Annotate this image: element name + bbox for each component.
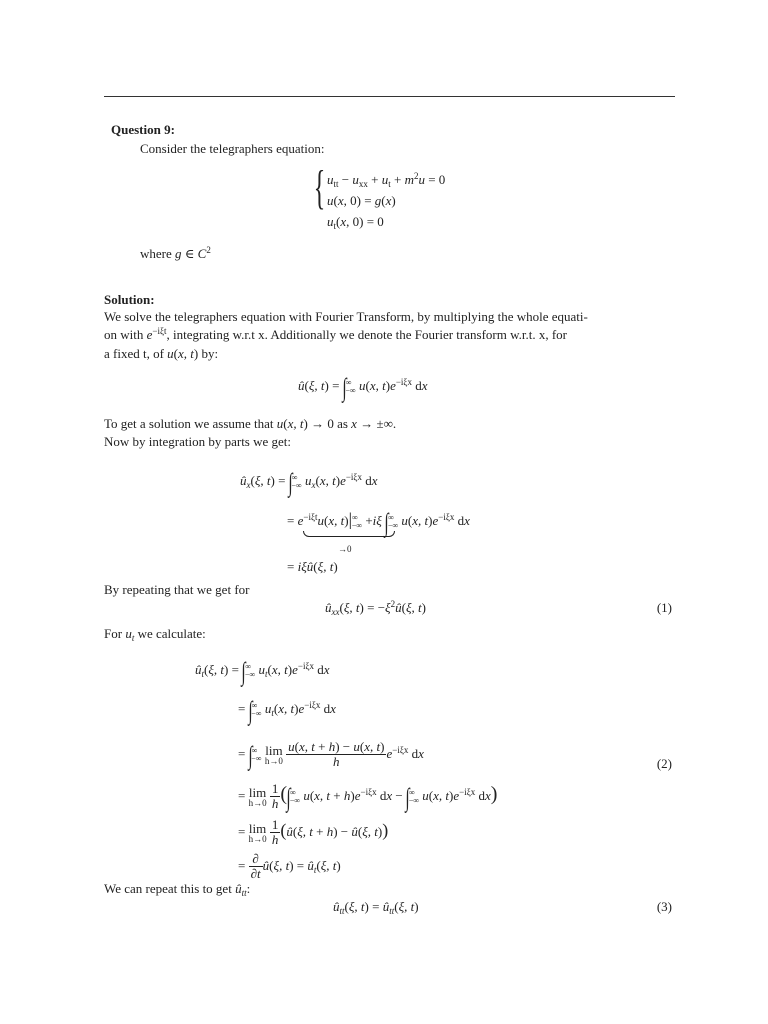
- solution-heading: Solution:: [104, 292, 155, 307]
- ut-line-5: = lim h→0 $\frac{1}{h}$ (û(ξ, t + h) − û(ξ, t)): [238, 817, 389, 847]
- system-line-2: u(x, 0) = g(x): [327, 193, 396, 208]
- question-condition: where g ∈ $C^2$: [140, 245, 211, 261]
- solution-para1-line3: a fixed t, of u(x, t) by:: [104, 346, 219, 361]
- header-rule: [104, 96, 675, 97]
- underbrace: [303, 531, 395, 537]
- equation-label-3: (3): [656, 899, 672, 914]
- repeat-text-1: By repeating that we get for: [104, 582, 250, 597]
- ut-line-2: = $\int^\infty_{-\infty}$ $u_t(x$, $t)e^{-i\xi x}$ dx: [238, 696, 336, 725]
- repeat-text-2: We can repeat this to get $û_{tt}$:: [104, 881, 251, 898]
- equation-3: $û_{tt}(\xi$, $t) = û_{tt}(\xi$, t): [333, 899, 419, 916]
- equation-label-2: (2): [656, 756, 672, 771]
- parts-line-1: $û_x(\xi$, $t) = \int^\infty_{-\infty}$ $u_x(x$, $t)e^{-i\xi x}$ dx: [240, 468, 378, 497]
- solution-para1-line1: We solve the telegraphers equation with Fourier Transform, by multiplying the whole equati-: [104, 309, 588, 324]
- system-line-3: $u_t(x$, 0) = 0: [327, 214, 384, 231]
- ut-line-6: = $\frac{\partial}{\partial t}$ û(ξ, $t) = û_t(\xi$, t): [238, 851, 341, 881]
- question-intro: Consider the telegraphers equation:: [140, 141, 325, 156]
- ut-line-3: = $\int^\infty_{-\infty}$ lim h→0 $\frac{u(x, t + h) - u(x, t)}{h}$ $e^{-i\xi x}$ dx: [238, 739, 424, 770]
- equation-label-1: (1): [656, 600, 672, 615]
- parts-line-3: = iξû(ξ, t): [287, 559, 338, 574]
- assumption-text: To get a solution we assume that u(x, t) → 0 as x → ±∞.: [104, 416, 397, 431]
- parts-text: Now by integration by parts we get:: [104, 434, 292, 449]
- parts-line-2: = $e^{-i\xi t}u(x$, $t)|^\infty_{-\infty} +i\xi$ $\int^\infty_{-\infty}$ u(x, $t)e^{-i\xi x}$ dx: [287, 508, 470, 537]
- fourier-definition: û(ξ, $t) = \int^\infty_{-\infty}$ u(x, $t)e^{-i\xi x}$ dx: [298, 373, 428, 402]
- ut-line-1: $û_t(\xi$, $t) = \int^\infty_{-\infty}$ $u_t(x$, $t)e^{-i\xi x}$ dx: [195, 657, 330, 686]
- solution-para1-line2: on with $e^{-i\xi t}$, integrating w.r.t x. Additionally we denote the Fourier transform w.r.t. x, for: [104, 326, 568, 342]
- left-brace: {: [313, 161, 326, 214]
- question-heading: Question 9:: [111, 122, 175, 137]
- underbrace-label: →0: [338, 544, 352, 554]
- ut-intro: For $u_t$ we calculate:: [104, 626, 206, 643]
- equation-1: $û_{xx}(\xi$, $t) = -\xi^2û(\xi$, t): [325, 599, 426, 617]
- ut-line-4: = lim h→0 $\frac{1}{h}$ ($\int^\infty_{-\infty}$ u(x, $t + h)e^{-i\xi x}$ dx − $\int^\infty_{-\infty}$ u(x, $t)e^{-i\xi x}$ dx): [238, 781, 498, 812]
- system-line-1: $u_{tt} - u_{xx} + u_t + m^2u = 0$: [327, 171, 446, 189]
